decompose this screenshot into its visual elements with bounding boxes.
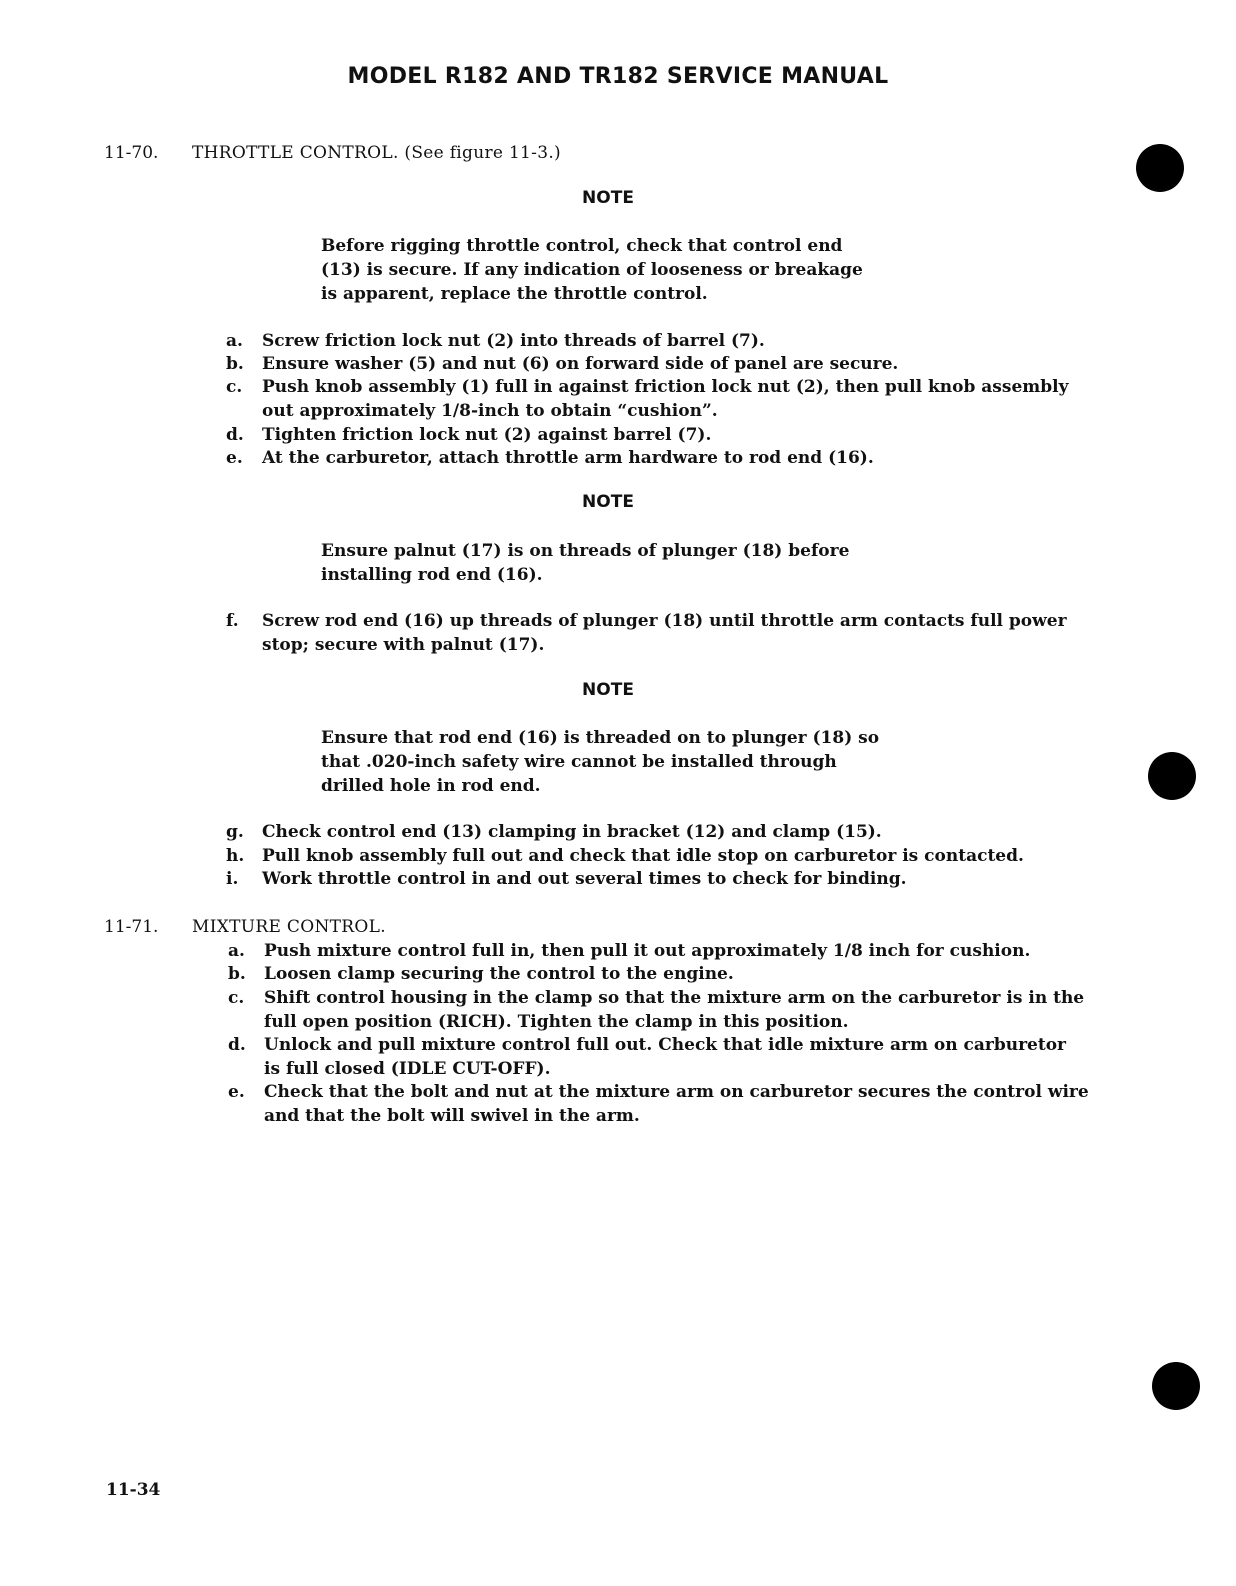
step-letter: d. — [228, 1035, 246, 1055]
note-body-2 — [321, 539, 921, 587]
binder-hole-top — [1136, 144, 1184, 192]
step-text: Push mixture control full in, then pull it out approximately 1/8 inch for cushion. — [264, 941, 1031, 961]
note-line: that .020-inch safety wire cannot be installed through — [321, 752, 837, 772]
step-letter: a. — [228, 941, 245, 961]
note-line: drilled hole in rod end. — [321, 776, 541, 796]
note-body-1 — [321, 234, 921, 306]
step-text: Screw rod end (16) up threads of plunger (18) until throttle arm contacts full power — [262, 611, 1067, 631]
step-text: Ensure washer (5) and nut (6) on forward side of panel are secure. — [262, 354, 899, 374]
note-heading-1: NOTE — [582, 188, 634, 208]
step-letter: d. — [226, 425, 244, 445]
step-letter: b. — [228, 964, 246, 984]
step-text: Check that the bolt and nut at the mixture arm on carburetor secures the control wire — [264, 1082, 1089, 1102]
step-text: full open position (RICH). Tighten the clamp in this position. — [264, 1012, 849, 1032]
step-text: and that the bolt will swivel in the arm. — [264, 1106, 640, 1126]
step-text: Push knob assembly (1) full in against friction lock nut (2), then pull knob assembly — [262, 377, 1069, 397]
section-number-throttle: 11-70. — [104, 143, 159, 163]
note-line: Ensure that rod end (16) is threaded on to plunger (18) so — [321, 728, 880, 748]
step-letter: h. — [226, 846, 245, 866]
step-text: Shift control housing in the clamp so that the mixture arm on the carburetor is in the — [264, 988, 1085, 1008]
step-letter: f. — [226, 611, 239, 631]
section-title-mixture: MIXTURE CONTROL. — [192, 917, 386, 937]
step-letter: g. — [226, 822, 244, 842]
step-letter: e. — [226, 448, 243, 468]
step-letter: e. — [228, 1082, 245, 1102]
step-letter: b. — [226, 354, 244, 374]
step-text: Work throttle control in and out several times to check for binding. — [262, 869, 907, 889]
binder-hole-bottom — [1152, 1362, 1200, 1410]
step-text: stop; secure with palnut (17). — [262, 635, 545, 655]
binder-hole-middle — [1148, 752, 1196, 800]
step-text: Screw friction lock nut (2) into threads of barrel (7). — [262, 331, 765, 351]
note-heading-2: NOTE — [582, 492, 634, 512]
note-line: Ensure palnut (17) is on threads of plunger (18) before — [321, 541, 850, 561]
note-line: Before rigging throttle control, check that control end — [321, 236, 843, 256]
step-letter: c. — [226, 377, 243, 397]
step-text: Check control end (13) clamping in bracket (12) and clamp (15). — [262, 822, 882, 842]
note-body-3 — [321, 726, 921, 798]
step-text: Unlock and pull mixture control full out. Check that idle mixture arm on carburetor — [264, 1035, 1067, 1055]
page-title: MODEL R182 AND TR182 SERVICE MANUAL — [347, 64, 889, 89]
note-line: is apparent, replace the throttle control. — [321, 284, 708, 304]
section-title-throttle: THROTTLE CONTROL. (See figure 11-3.) — [192, 143, 561, 163]
note-heading-3: NOTE — [582, 680, 634, 700]
step-text: Loosen clamp securing the control to the engine. — [264, 964, 734, 984]
step-text: Tighten friction lock nut (2) against barrel (7). — [262, 425, 712, 445]
step-letter: a. — [226, 331, 243, 351]
note-line: installing rod end (16). — [321, 565, 543, 585]
step-letter: c. — [228, 988, 245, 1008]
section-number-mixture: 11-71. — [104, 917, 159, 937]
step-text: out approximately 1/8-inch to obtain “cushion”. — [262, 401, 718, 421]
step-text: is full closed (IDLE CUT-OFF). — [264, 1059, 551, 1079]
note-line: (13) is secure. If any indication of looseness or breakage — [321, 260, 863, 280]
step-letter: i. — [226, 869, 239, 889]
step-text: Pull knob assembly full out and check that idle stop on carburetor is contacted. — [262, 846, 1024, 866]
page-number: 11-34 — [106, 1480, 161, 1500]
step-text: At the carburetor, attach throttle arm hardware to rod end (16). — [262, 448, 874, 468]
